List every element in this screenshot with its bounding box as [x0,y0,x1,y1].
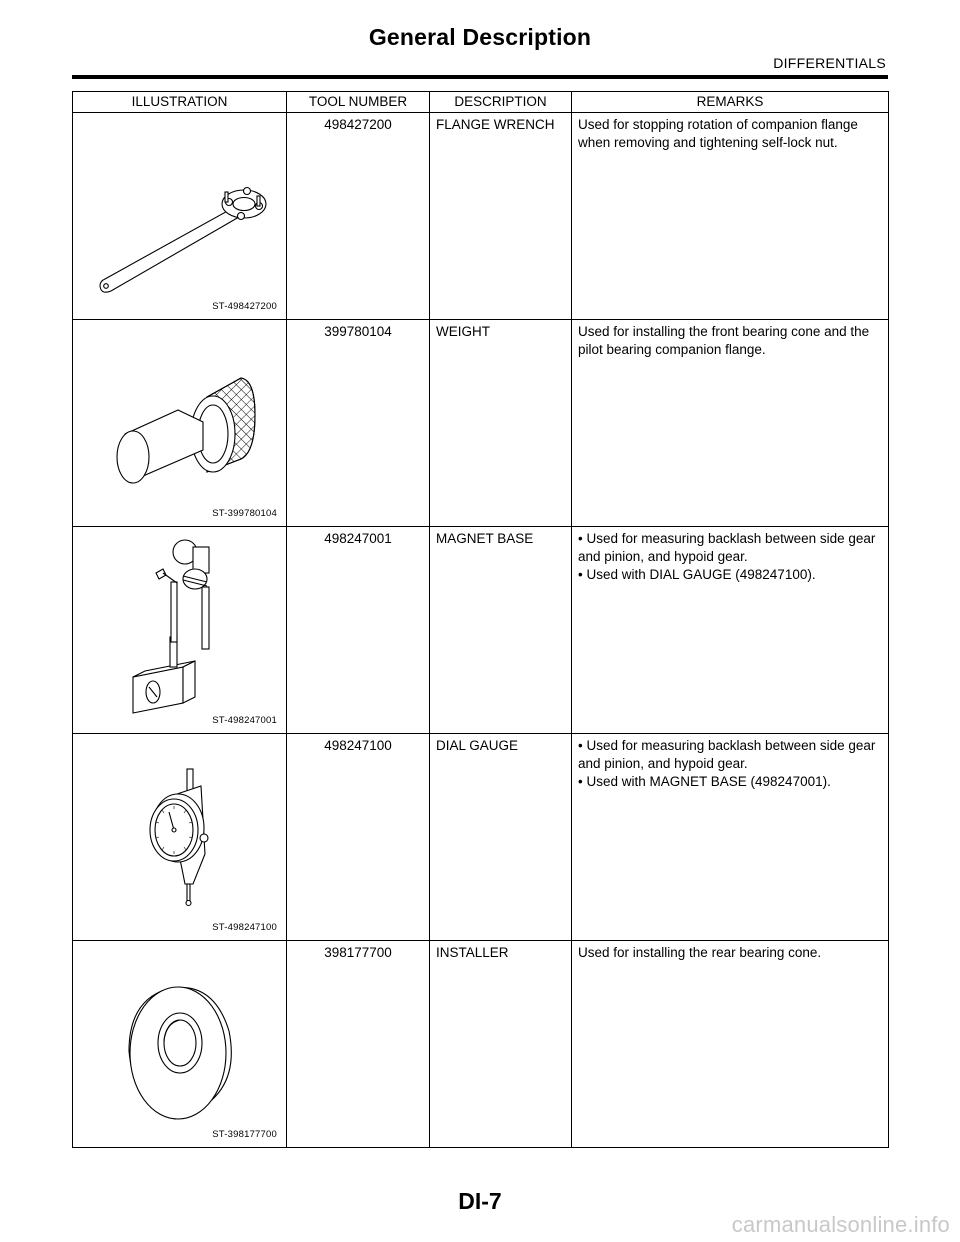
illustration-cell [73,527,287,734]
magnet-base-illustration [73,527,287,734]
column-header-remarks: REMARKS [572,92,889,113]
tool-number-cell: 399780104 [287,320,430,527]
illustration-caption: ST-398177700 [212,1129,277,1140]
remark-text: Used for stopping rotation of companion flange when removing and tightening self-lock nut. [578,117,858,150]
illustration-cell [73,320,287,527]
column-header-illustration: ILLUSTRATION [73,92,287,113]
column-header-description: DESCRIPTION [430,92,572,113]
table-row [73,941,889,1148]
table-row [73,734,889,941]
section-label: DIFFERENTIALS [773,55,886,71]
illustration-caption: ST-498247001 [212,715,277,726]
tool-number-cell: 398177700 [287,941,430,1148]
remark-text: Used for installing the rear bearing cone. [578,945,822,960]
description-cell: INSTALLER [430,941,572,1148]
illustration-caption: ST-399780104 [212,508,277,519]
illustration-caption: ST-498247100 [212,922,277,933]
illustration-cell [73,941,287,1148]
remark-text: • Used for measuring backlash between side gear and pinion, and hypoid gear. [578,531,876,564]
flange-wrench-illustration [73,113,287,320]
table-row [73,527,889,734]
remark-text: • Used with MAGNET BASE (498247001). [578,774,831,789]
remarks-cell [572,320,889,527]
remark-text: • Used with DIAL GAUGE (498247100). [578,567,816,582]
description-cell: MAGNET BASE [430,527,572,734]
description-cell: FLANGE WRENCH [430,113,572,320]
dial-gauge-illustration [73,734,287,941]
remarks-cell [572,941,889,1148]
installer-illustration [73,941,287,1148]
remarks-cell [572,527,889,734]
page-number: DI-7 [458,1188,502,1214]
illustration-cell [73,113,287,320]
remark-text: Used for installing the front bearing cone and the pilot bearing companion flange. [578,324,870,357]
table-row [73,113,889,320]
remarks-cell [572,113,889,320]
tool-number-cell: 498427200 [287,113,430,320]
illustration-caption: ST-498427200 [212,301,277,312]
table-header-row [73,92,889,113]
description-cell: WEIGHT [430,320,572,527]
header-rule [72,75,888,79]
illustration-cell [73,734,287,941]
watermark-text: carmanualsonline.info [731,1212,950,1237]
description-cell: DIAL GAUGE [430,734,572,941]
remark-text: • Used for measuring backlash between side gear and pinion, and hypoid gear. [578,738,876,771]
page-title: General Description [368,24,592,50]
table-row [73,320,889,527]
weight-illustration [73,320,287,527]
remarks-cell [572,734,889,941]
column-header-tool-number: TOOL NUMBER [287,92,430,113]
special-tools-table [72,91,889,1148]
tool-number-cell: 498247100 [287,734,430,941]
tool-number-cell: 498247001 [287,527,430,734]
